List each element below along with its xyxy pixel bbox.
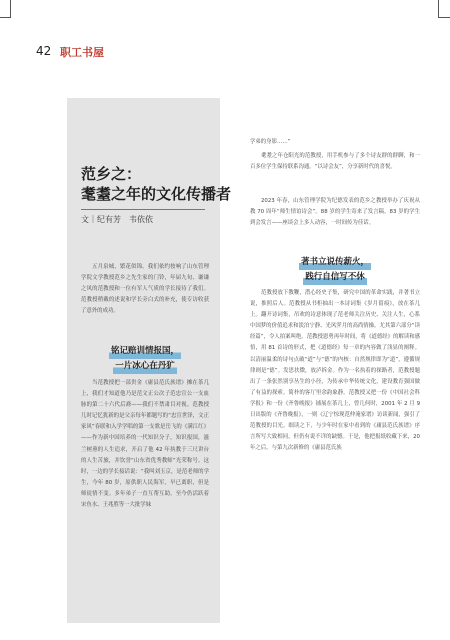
subheading-1-line-1: 铭记赔训情报国， <box>109 344 181 359</box>
article-left-panel <box>67 98 232 623</box>
subheading-2-line-1: 著书立说传薪火， <box>299 255 371 270</box>
right-paragraph-2: 2023 年春，山东管理学院为纪德发表的范乡之教授举办了庆祝从教 70 周年“师生情谊诗会”。88 岁的学生寄来了发言稿，83 岁的学生到会发言——座谈会上多人动容，一时间传为佳话。 <box>250 198 420 227</box>
right-top-text: 学弟的身影……” <box>250 139 291 145</box>
subheading-1 <box>81 344 209 374</box>
article-title <box>81 164 231 204</box>
right-paragraph-1: 耄耋之年仓阳光的范教授，用手机参与了多个诗友群的群聊，和一百多位学生保持联系沟通。“以诗会友”，分享新时代的喜悦。 <box>250 153 420 171</box>
article-byline: 文｜纪有芳 韦依依 <box>81 215 153 224</box>
crop-mark-left-horizontal <box>0 17 11 18</box>
section-title: 职工书屋 <box>60 46 104 59</box>
crop-mark-right-vertical <box>438 0 439 17</box>
crop-mark-right-horizontal <box>438 17 450 18</box>
right-body-paragraph: 范教授放下教鞭，潜心经史子集，研究中国的革命实践，并著书立说，推照后人。范教授从书柜抽出一本诗词集《岁月留痕》，放在茶几上。翻开诗词集，吊欢的诗意体现了范老师关注历史、关注人生，心系中国梦的价值追求和淡泊宁静、光风霁月的高尚情操。尤其第六部分“读经篇”，令人拍案叫绝。范教授恩勇再年时间，将《道德经》的解读和感悟，用 81 首诗的形式，把《道德经》每一章的内容做了浅显的阐释。以清丽温柔的诗句点破“道”与“德”的内核：自然规律即为“道”，遵循规律则是“德”。发思扶微，放泸拆金。作为一名执着的探路者，范教授题出了一条张然别享丛生的小径，为传承中华传统文化，建设教育强国做了有益的探索。简朴的客厅里余韵象静。范教授又把一份《中国社会科学报》和一份《齐鲁晚报》铺展在茶几上，曾几何时，2001 年 2 月 9 日出版的《齐鲁晚报》，一则《辽宁惊现范仲淹家谱》访谈新闻，强引了范教授的目光。细读之下，与少年时在家中看到的《庸县范氏族谱》序言所写大致相同，但仍有说不详的缺憾。于是，他把报纸收藏下来，20 年之后，与第九次新修的《庸县范氏族 <box>250 290 420 452</box>
subheading-1-line-2: 一片冰心在丹犷 <box>113 359 177 374</box>
left-body-paragraph: 当范教授把一部贵金《庸县范氏族谱》摊在茶几上，我们才知道他乃是范文正公次子范忠宣公一支血脉的第二十六代后裔——我们不禁肃目对视。范教授儿时记忆犹新的是父亲每年都题写的“忠宣世泽，文正家风”春联和入学学唱的第一支歌是岳飞的《满江红》——作为新中国培养的一代知识分子，知识报国，滋兰树蕙的人生追求，开启了他 42 年执教于三尺讲台的人生苦旅，并饮誉“山东省优秀教师”光荣称号。这时，一边的学长接话说：“我叫刘玉京，是范老师的学生，今年 80 岁，原供职人民海军，早已离职，但是师徒情不变。多年弟子一直互帮互助，至今仍活跃着宋鱼水、王兆胜等一大批学妹 <box>81 380 209 509</box>
article-title-line-1: 范乡之： <box>81 165 142 183</box>
page-number: 42 <box>36 44 52 58</box>
subheading-2 <box>250 255 420 285</box>
title-divider <box>81 209 205 210</box>
article-title-line-2: 耄耋之年的文化传播者 <box>81 185 232 203</box>
intro-paragraph: 五月泉城，繁花似锦。我们依约按响了山东管理学院文学教授范乡之先生家的门铃，年届九旬、谦谦之风的范教授和一位有军人气质的学长接待了我们。范教授稍戴的述说和学长旁白式的补充，使专访收获了意外的成功。 <box>81 264 209 315</box>
subheading-2-line-2: 践行自信写不休 <box>303 270 367 285</box>
crop-mark-left-vertical <box>10 0 11 17</box>
